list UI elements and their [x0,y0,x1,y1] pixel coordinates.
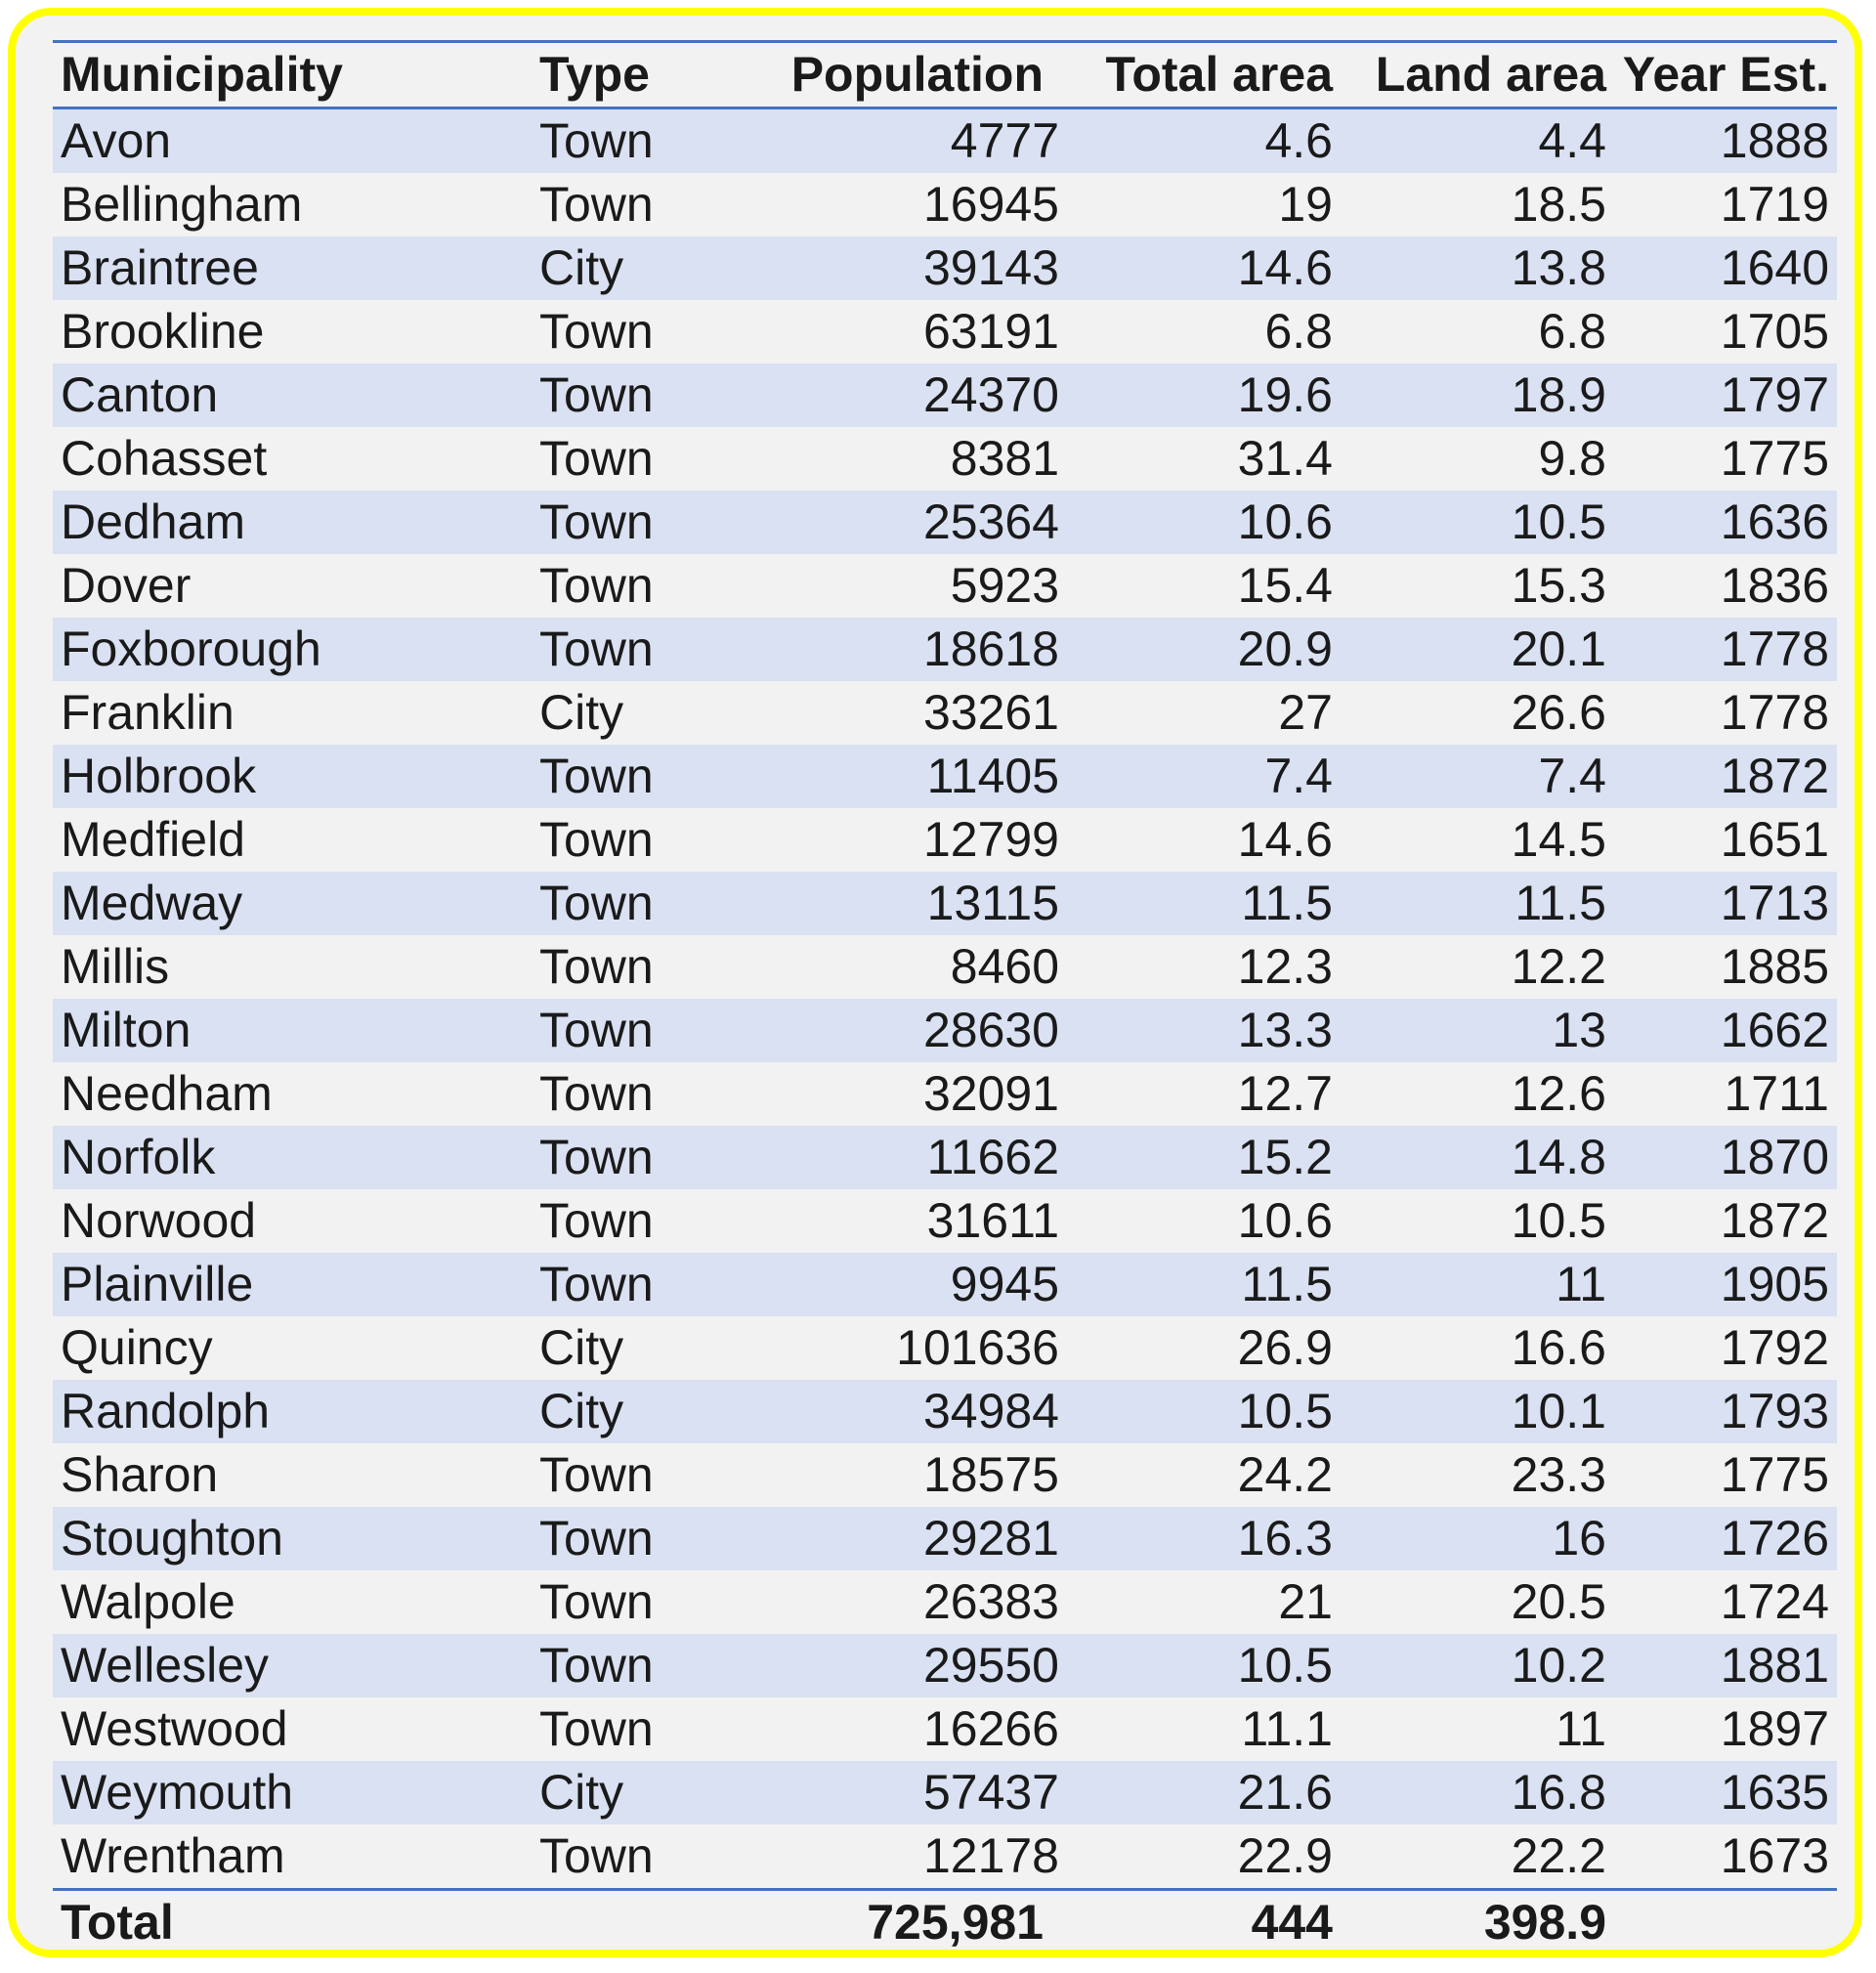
header-year-established: Year Est. [1622,47,1829,102]
table-row [53,1507,1837,1570]
cell-type: Town [539,876,654,930]
cell-land-area: 16.6 [1511,1320,1606,1375]
cell-municipality: Foxborough [61,622,321,676]
table-row [53,745,1837,808]
cell-population: 5923 [950,558,1059,613]
cell-population: 24370 [922,367,1059,422]
cell-total-area: 10.5 [1237,1384,1333,1438]
cell-type: Town [539,1828,654,1883]
cell-total-area: 12.3 [1237,939,1333,994]
cell-total-area: 11.1 [1241,1701,1333,1756]
cell-municipality: Milton [61,1003,192,1057]
cell-population: 32091 [922,1066,1059,1121]
cell-municipality: Dover [61,558,192,613]
cell-land-area: 16 [1552,1511,1606,1566]
table-row [53,1634,1837,1697]
cell-land-area: 18.9 [1511,367,1606,422]
table-row [53,554,1837,618]
cell-land-area: 9.8 [1538,431,1606,486]
cell-type: City [539,685,624,740]
cell-land-area: 20.1 [1511,622,1606,676]
cell-type: Town [539,367,654,422]
cell-population: 26383 [922,1574,1059,1629]
header-type: Type [539,47,650,102]
cell-year-established: 1792 [1720,1320,1829,1375]
total-total-area: 444 [1251,1895,1333,1950]
cell-municipality: Needham [61,1066,273,1121]
table-row [53,1062,1837,1126]
cell-type: Town [539,1701,654,1756]
cell-year-established: 1872 [1720,749,1829,803]
cell-type: Town [539,1003,654,1057]
table-row [53,364,1837,427]
cell-municipality: Canton [61,367,219,422]
table-row [53,808,1837,872]
cell-type: Town [539,431,654,486]
total-year-empty [1616,1890,1837,1956]
cell-land-area: 10.2 [1511,1638,1606,1693]
cell-year-established: 1905 [1720,1257,1829,1311]
cell-year-established: 1651 [1720,812,1829,867]
cell-year-established: 1885 [1720,939,1829,994]
cell-population: 8381 [950,431,1059,486]
cell-year-established: 1726 [1720,1511,1829,1566]
cell-type: Town [539,1066,654,1121]
cell-land-area: 11 [1556,1701,1606,1756]
table-frame [8,8,1862,1957]
table-row [53,1380,1837,1443]
cell-year-established: 1719 [1720,177,1829,232]
table-row [53,1443,1837,1507]
cell-municipality: Weymouth [61,1765,294,1820]
table-row [53,999,1837,1062]
cell-population: 16945 [922,177,1059,232]
table-body [53,108,1837,1890]
cell-total-area: 14.6 [1237,240,1333,295]
cell-total-area: 14.6 [1237,812,1333,867]
cell-land-area: 6.8 [1538,304,1606,359]
cell-municipality: Avon [61,113,172,168]
cell-total-area: 6.8 [1264,304,1333,359]
cell-land-area: 11.5 [1514,876,1606,930]
cell-municipality: Cohasset [61,431,268,486]
table-row [53,935,1837,999]
table-row [53,236,1837,300]
cell-land-area: 14.5 [1511,812,1606,867]
total-land-area: 398.9 [1483,1895,1606,1950]
cell-type: Town [539,622,654,676]
cell-population: 11405 [926,749,1059,803]
cell-type: City [539,1320,624,1375]
cell-municipality: Wrentham [61,1828,285,1883]
cell-type: City [539,1765,624,1820]
cell-land-area: 4.4 [1538,113,1606,168]
cell-population: 31611 [926,1193,1059,1248]
cell-land-area: 23.3 [1511,1447,1606,1502]
cell-population: 4777 [950,113,1059,168]
table-container [53,40,1837,1957]
cell-population: 39143 [922,240,1059,295]
cell-type: Town [539,1638,654,1693]
cell-population: 63191 [922,304,1059,359]
cell-land-area: 20.5 [1511,1574,1606,1629]
cell-year-established: 1711 [1724,1066,1829,1121]
table-row [53,491,1837,554]
total-label: Total [61,1895,174,1950]
cell-total-area: 22.9 [1237,1828,1333,1883]
cell-type: Town [539,1257,654,1311]
cell-year-established: 1836 [1720,558,1829,613]
cell-type: City [539,240,624,295]
cell-year-established: 1635 [1720,1765,1829,1820]
table-row [53,173,1837,236]
cell-year-established: 1778 [1720,622,1829,676]
cell-total-area: 13.3 [1237,1003,1333,1057]
cell-total-area: 21.6 [1237,1765,1333,1820]
cell-population: 13115 [926,876,1059,930]
cell-type: Town [539,1574,654,1629]
cell-population: 9945 [950,1257,1059,1311]
table-row [53,681,1837,745]
total-type-empty [532,1890,717,1956]
cell-population: 18575 [922,1447,1059,1502]
cell-year-established: 1870 [1720,1130,1829,1184]
cell-total-area: 31.4 [1237,431,1333,486]
cell-municipality: Millis [61,939,170,994]
cell-type: Town [539,1511,654,1566]
cell-land-area: 26.6 [1511,685,1606,740]
cell-year-established: 1724 [1720,1574,1829,1629]
cell-total-area: 16.3 [1237,1511,1333,1566]
cell-municipality: Braintree [61,240,259,295]
cell-land-area: 14.8 [1511,1130,1606,1184]
cell-year-established: 1640 [1720,240,1829,295]
cell-land-area: 11 [1556,1257,1606,1311]
cell-land-area: 12.2 [1511,939,1606,994]
cell-land-area: 12.6 [1511,1066,1606,1121]
table-row [53,108,1837,174]
cell-population: 28630 [922,1003,1059,1057]
cell-type: Town [539,939,654,994]
cell-land-area: 15.3 [1511,558,1606,613]
cell-type: Town [539,1193,654,1248]
cell-type: Town [539,494,654,549]
cell-total-area: 10.6 [1237,1193,1333,1248]
table-row [53,427,1837,491]
cell-total-area: 21 [1278,1574,1333,1629]
header-row [53,42,1837,108]
cell-total-area: 15.2 [1237,1130,1333,1184]
cell-municipality: Norfolk [61,1130,216,1184]
cell-year-established: 1636 [1720,494,1829,549]
cell-total-area: 10.6 [1237,494,1333,549]
table-row [53,300,1837,364]
total-row [53,1890,1837,1956]
cell-population: 8460 [950,939,1059,994]
cell-municipality: Randolph [61,1384,271,1438]
cell-population: 101636 [896,1320,1059,1375]
cell-municipality: Westwood [61,1701,288,1756]
cell-municipality: Dedham [61,494,245,549]
cell-municipality: Walpole [61,1574,235,1629]
cell-total-area: 27 [1278,685,1333,740]
cell-land-area: 22.2 [1511,1828,1606,1883]
cell-total-area: 19 [1278,177,1333,232]
cell-municipality: Holbrook [61,749,257,803]
cell-municipality: Stoughton [61,1511,283,1566]
cell-population: 25364 [922,494,1059,549]
cell-type: Town [539,304,654,359]
cell-land-area: 10.1 [1511,1384,1606,1438]
header-municipality: Municipality [61,47,343,102]
cell-year-established: 1793 [1720,1384,1829,1438]
header-land-area: Land area [1375,47,1606,102]
cell-year-established: 1888 [1720,113,1829,168]
cell-municipality: Medfield [61,812,245,867]
cell-municipality: Bellingham [61,177,303,232]
cell-year-established: 1775 [1720,431,1829,486]
cell-year-established: 1897 [1720,1701,1829,1756]
cell-population: 11662 [926,1130,1059,1184]
cell-total-area: 20.9 [1237,622,1333,676]
cell-municipality: Brookline [61,304,265,359]
cell-year-established: 1775 [1720,1447,1829,1502]
table-row [53,1697,1837,1761]
cell-municipality: Medway [61,876,243,930]
cell-land-area: 13 [1552,1003,1606,1057]
cell-population: 29550 [922,1638,1059,1693]
cell-year-established: 1662 [1720,1003,1829,1057]
cell-land-area: 18.5 [1511,177,1606,232]
cell-population: 12799 [922,812,1059,867]
cell-year-established: 1881 [1720,1638,1829,1693]
cell-population: 16266 [922,1701,1059,1756]
table-row [53,1253,1837,1316]
cell-land-area: 13.8 [1511,240,1606,295]
cell-population: 57437 [922,1765,1059,1820]
cell-type: Town [539,749,654,803]
cell-total-area: 26.9 [1237,1320,1333,1375]
cell-land-area: 7.4 [1538,749,1606,803]
cell-municipality: Quincy [61,1320,213,1375]
cell-total-area: 15.4 [1237,558,1333,613]
cell-type: Town [539,558,654,613]
cell-population: 18618 [922,622,1059,676]
header-total-area: Total area [1105,47,1333,102]
cell-total-area: 7.4 [1264,749,1333,803]
cell-total-area: 4.6 [1264,113,1333,168]
cell-type: Town [539,1130,654,1184]
cell-type: Town [539,113,654,168]
cell-year-established: 1872 [1720,1193,1829,1248]
cell-type: Town [539,177,654,232]
cell-land-area: 10.5 [1511,1193,1606,1248]
table-row [53,618,1837,681]
cell-type: Town [539,812,654,867]
cell-year-established: 1713 [1720,876,1829,930]
cell-population: 33261 [922,685,1059,740]
cell-land-area: 16.8 [1511,1765,1606,1820]
cell-total-area: 12.7 [1237,1066,1333,1121]
table-row [53,1570,1837,1634]
cell-year-established: 1778 [1720,685,1829,740]
cell-municipality: Sharon [61,1447,219,1502]
cell-total-area: 10.5 [1237,1638,1333,1693]
total-population: 725,981 [867,1895,1044,1950]
cell-year-established: 1797 [1720,367,1829,422]
cell-year-established: 1673 [1720,1828,1829,1883]
cell-population: 34984 [922,1384,1059,1438]
cell-municipality: Plainville [61,1257,254,1311]
table-row [53,1316,1837,1380]
cell-year-established: 1705 [1720,304,1829,359]
cell-type: Town [539,1447,654,1502]
cell-total-area: 19.6 [1237,367,1333,422]
cell-population: 12178 [922,1828,1059,1883]
cell-total-area: 24.2 [1237,1447,1333,1502]
table-row [53,1126,1837,1189]
table-row [53,1824,1837,1890]
cell-population: 29281 [922,1511,1059,1566]
cell-land-area: 10.5 [1511,494,1606,549]
table-row [53,1761,1837,1824]
table-row [53,872,1837,935]
cell-total-area: 11.5 [1241,876,1333,930]
cell-municipality: Franklin [61,685,234,740]
cell-total-area: 11.5 [1241,1257,1333,1311]
table-row [53,1189,1837,1253]
cell-municipality: Wellesley [61,1638,270,1693]
header-population: Population [790,47,1044,102]
municipality-table [53,40,1837,1957]
cell-municipality: Norwood [61,1193,257,1248]
cell-type: City [539,1384,624,1438]
